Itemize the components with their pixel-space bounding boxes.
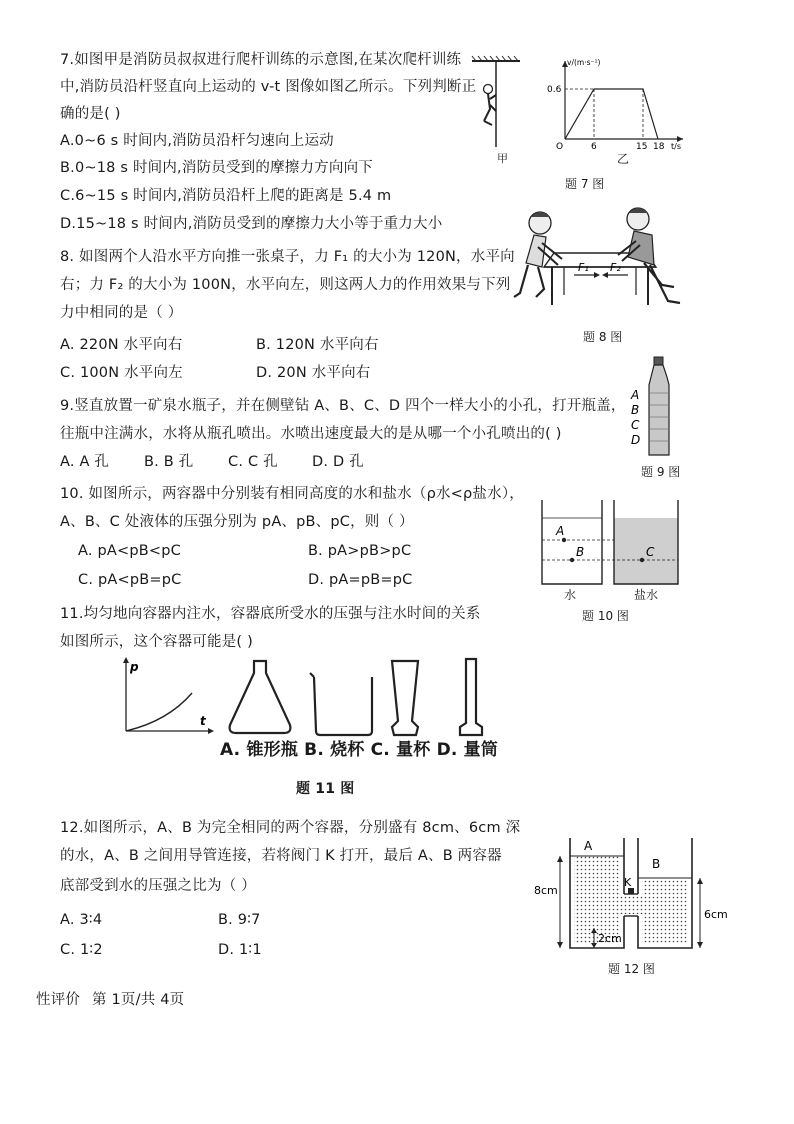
q10-point-b: B xyxy=(576,545,585,559)
q8-caption: 题 8 图 xyxy=(583,330,623,344)
q7-vt-graph xyxy=(545,55,690,155)
q12-option-d: D. 1∶1 xyxy=(218,942,262,958)
q7-graph-xlabel: t/s xyxy=(671,142,681,151)
measuring-cup-icon xyxy=(392,661,418,735)
q7-graph-xtick-15: 15 xyxy=(636,142,648,152)
q12-option-a: A. 3∶4 xyxy=(60,912,103,928)
q7-label-jia: 甲 xyxy=(497,152,508,165)
q12-stem-line2: 的水，A、B 之间用导管连接，若将阀门 K 打开，最后 A、B 两容器 xyxy=(60,848,502,864)
footer-page-number: 第 1页/共 4页 xyxy=(92,992,185,1008)
q7-graph-xtick-18: 18 xyxy=(653,142,665,152)
q10-point-a: A xyxy=(556,524,565,538)
q8-option-c: C. 100N 水平向左 xyxy=(60,365,183,381)
q11-pt-graph xyxy=(118,655,218,740)
q12-option-c: C. 1∶2 xyxy=(60,942,103,958)
q11-containers xyxy=(226,655,516,740)
q8-pushing-table-figure xyxy=(512,205,692,320)
q9-option-c: C. C 孔 xyxy=(228,454,278,470)
q9-stem-line1: 9.竖直放置一矿泉水瓶子，并在侧壁钻 A、B、C、D 四个一样大小的小孔，打开瓶盖， xyxy=(60,398,626,414)
q7-stem-line1: 7.如图甲是消防员叔叔进行爬杆训练的示意图,在某次爬杆训练 xyxy=(60,52,462,68)
q10-stem-line2: A、B、C 处液体的压强分别为 pA、pB、pC，则（ ） xyxy=(60,514,414,530)
q12-dim-6cm: 6cm xyxy=(704,908,728,921)
q8-option-d: D. 20N 水平向右 xyxy=(256,365,371,381)
q12-dim-8cm: 8cm xyxy=(534,884,558,897)
q8-label-f2: F₂ xyxy=(610,261,621,274)
q10-option-a: A. pA<pB<pC xyxy=(78,543,181,559)
q7-caption: 题 7 图 xyxy=(565,177,605,191)
footer-left: 性评价 xyxy=(36,992,81,1008)
q11-graph-xlabel: t xyxy=(200,714,206,728)
q12-dim-2cm: 2cm xyxy=(598,932,622,945)
q7-graph-ytick: 0.6 xyxy=(547,85,562,95)
q7-stem-line3: 确的是( ) xyxy=(60,106,121,122)
q12-stem-line1: 12.如图所示，A、B 为完全相同的两个容器，分别盛有 8cm、6cm 深 xyxy=(60,820,521,836)
q9-stem-line2: 往瓶中注满水，水将从瓶孔喷出。水喷出速度最大的是从哪一个小孔喷出的( ) xyxy=(60,426,562,442)
q7-option-a: A.0~6 s 时间内,消防员沿杆匀速向上运动 xyxy=(60,133,334,149)
q10-containers-figure xyxy=(538,496,688,596)
q9-hole-d: D xyxy=(631,433,641,447)
q8-stem-line1: 8. 如图两个人沿水平方向推一张桌子，力 F₁ 的大小为 120N，水平向 xyxy=(60,249,515,265)
conical-flask-icon xyxy=(230,661,291,733)
q10-caption: 题 10 图 xyxy=(582,609,629,623)
q7-option-d: D.15~18 s 时间内,消防员受到的摩擦力大小等于重力大小 xyxy=(60,216,443,232)
q12-option-b: B. 9∶7 xyxy=(218,912,261,928)
q11-options: A. 锥形瓶 B. 烧杯 C. 量杯 D. 量筒 xyxy=(220,740,499,760)
q9-hole-c: C xyxy=(631,418,640,432)
q9-hole-a: A xyxy=(631,388,640,402)
q7-graph-xtick-6: 6 xyxy=(591,142,597,152)
q12-connected-containers-figure xyxy=(532,832,732,962)
q9-option-a: A. A 孔 xyxy=(60,454,110,470)
q8-option-b: B. 120N 水平向右 xyxy=(256,337,379,353)
beaker-icon xyxy=(310,673,372,735)
q10-label-water: 水 xyxy=(564,588,577,602)
q10-label-salt-water: 盐水 xyxy=(634,588,659,602)
q12-label-a: A xyxy=(584,839,593,853)
q7-option-c: C.6~15 s 时间内,消防员沿杆上爬的距离是 5.4 m xyxy=(60,188,392,204)
q11-graph-ylabel: p xyxy=(130,660,139,674)
q7-option-b: B.0~18 s 时间内,消防员受到的摩擦力方向向下 xyxy=(60,160,373,176)
q9-caption: 题 9 图 xyxy=(641,465,681,479)
q8-option-a: A. 220N 水平向右 xyxy=(60,337,183,353)
q12-caption: 题 12 图 xyxy=(608,962,655,976)
q12-label-b: B xyxy=(652,857,661,871)
q10-point-c: C xyxy=(646,545,655,559)
q10-option-b: B. pA>pB>pC xyxy=(308,543,412,559)
q10-option-c: C. pA<pB=pC xyxy=(78,572,182,588)
q11-stem-line1: 11.均匀地向容器内注水，容器底所受水的压强与注水时间的关系 xyxy=(60,606,481,622)
q7-graph-ylabel: v/(m·s⁻¹) xyxy=(567,58,601,67)
q9-option-b: B. B 孔 xyxy=(144,454,194,470)
q8-label-f1: F₁ xyxy=(578,261,589,274)
q11-stem-line2: 如图所示，这个容器可能是( ) xyxy=(60,634,253,650)
q9-hole-b: B xyxy=(631,403,640,417)
q12-label-k: K xyxy=(624,876,632,889)
q10-stem-line1: 10. 如图所示，两容器中分别装有相同高度的水和盐水（ρ水<ρ盐水）， xyxy=(60,486,524,502)
q12-stem-line3: 底部受到水的压强之比为（ ） xyxy=(60,878,256,894)
q11-caption: 题 11 图 xyxy=(296,781,355,797)
q8-stem-line2: 右；力 F₂ 的大小为 100N，水平向左，则这两人力的作用效果与下列 xyxy=(60,277,511,293)
q10-option-d: D. pA=pB=pC xyxy=(308,572,413,588)
graduated-cylinder-icon xyxy=(460,659,482,735)
q7-stem-line2: 中,消防员沿杆竖直向上运动的 v-t 图像如图乙所示。下列判断正 xyxy=(60,79,477,95)
q8-stem-line3: 力中相同的是（ ） xyxy=(60,305,183,321)
q9-bottle-figure xyxy=(628,355,678,460)
q7-graph-origin: O xyxy=(556,142,564,152)
q9-option-d: D. D 孔 xyxy=(312,454,364,470)
q7-label-yi: 乙 xyxy=(617,152,630,166)
